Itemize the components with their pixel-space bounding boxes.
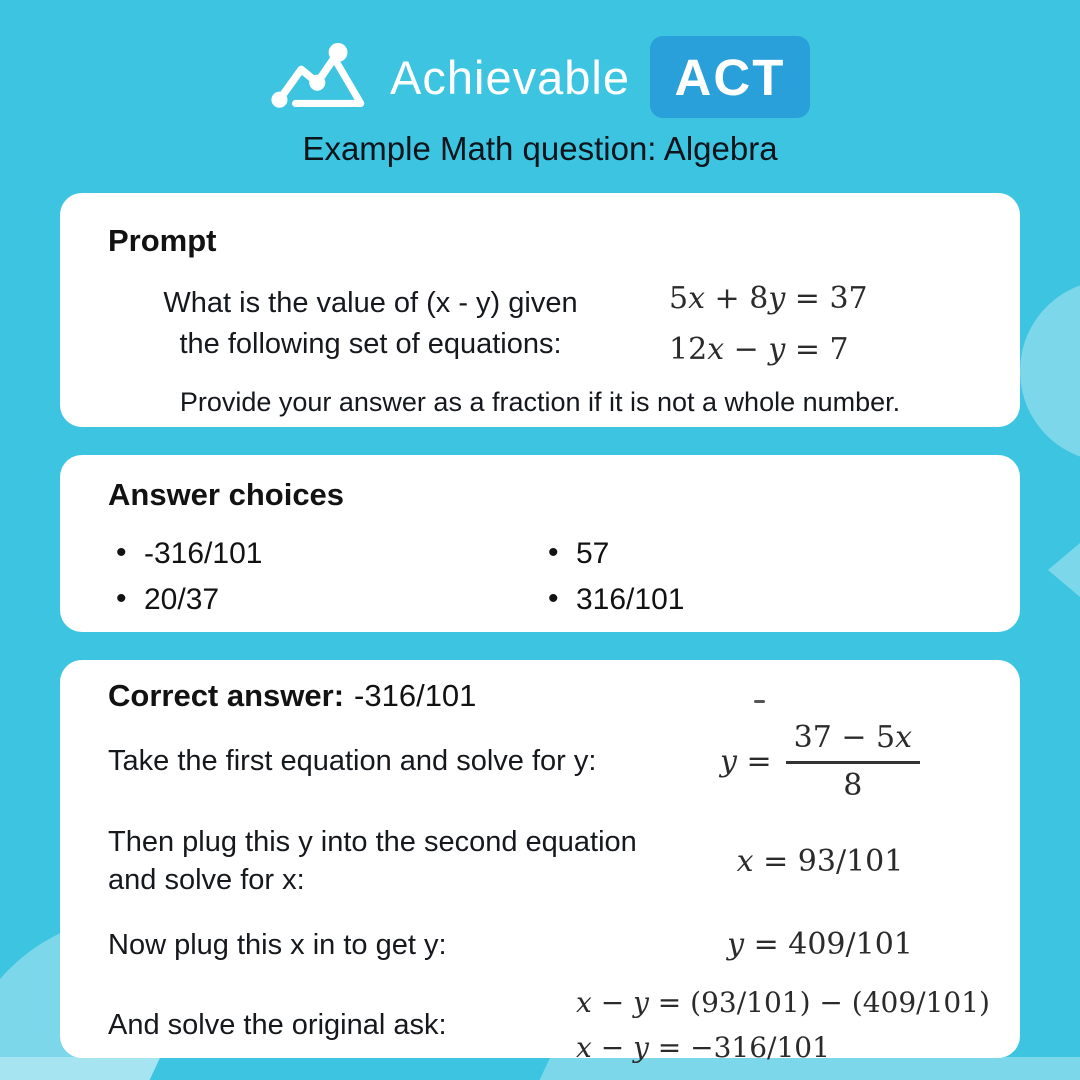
solution-step-2 [108,823,972,900]
final-equation-line-2: x − y = −316/101 [576,1030,830,1064]
step-equation [576,985,990,1064]
solution-step-1 [108,720,972,803]
prompt-card [60,193,1020,427]
equation-x: x = 93/101 [736,843,904,879]
question-line-1: What is the value of (x - y) given [163,286,578,319]
final-equation-line-1: x − y = (93/101) − (409/101) [576,985,990,1019]
prompt-card-title: Prompt [108,223,217,258]
question-line-2: the following set of equations: [179,328,562,360]
question-text [108,283,633,365]
correct-answer-value: -316/101 [354,678,477,713]
step-equation [668,927,972,962]
step-label: Now plug this x in to get y: [108,928,447,961]
choice-label: 57 [576,537,610,570]
decor-circle-right [1020,280,1080,462]
question-row [108,281,972,367]
header [0,0,1080,168]
step-label: Then plug this y into the second equation and solve for x: [108,826,637,897]
answer-choices-card [60,455,1020,632]
equation-y: y = 409/101 [727,927,913,963]
step-equation [668,844,972,879]
fraction-equation [720,720,920,803]
choice-item [108,531,540,577]
answer-choices-title: Answer choices [108,477,345,512]
equation-2: 12x − y = 7 [669,332,849,367]
solution-step-3 [108,926,972,964]
choice-item [540,577,972,623]
act-badge: ACT [650,36,810,118]
choice-label: 20/37 [144,582,220,616]
bullet-icon: • [116,536,127,569]
choice-item [540,531,972,577]
correct-answer-title [108,678,972,714]
brand-row [0,36,1080,118]
choice-label: 316/101 [576,582,685,616]
choice-label: -316/101 [144,537,263,570]
fraction-denominator: 8 [843,768,863,803]
bullet-icon: • [548,581,559,615]
given-equations [669,281,868,367]
prompt-note: Provide your answer as a fraction if it is not a whole number. [179,387,901,417]
brand-name: Achievable [390,50,630,104]
correct-answer-label: Correct answer: [108,678,345,713]
page-title: Example Math question: Algebra [302,130,778,167]
solution-step-4 [108,985,990,1064]
bullet-icon: • [548,536,559,569]
choices-columns [108,531,972,623]
fraction-lhs: y = [719,744,772,779]
step-label: And solve the original ask: [108,1008,447,1041]
fraction [786,720,920,803]
step-equation [668,720,972,803]
decor-chevron-icon [1048,543,1080,597]
choices-column-left [108,531,540,623]
bullet-icon: • [116,581,127,615]
step-label: Take the first equation and solve for y: [108,745,597,778]
choice-item [108,577,540,623]
stray-mark [754,700,765,703]
fraction-numerator: 37 − 5x [786,720,920,764]
choices-column-right [540,531,972,623]
equation-1: 5x + 8y = 37 [669,281,868,316]
solution-card [60,660,1020,1064]
achievable-chart-logo-icon [270,38,374,116]
